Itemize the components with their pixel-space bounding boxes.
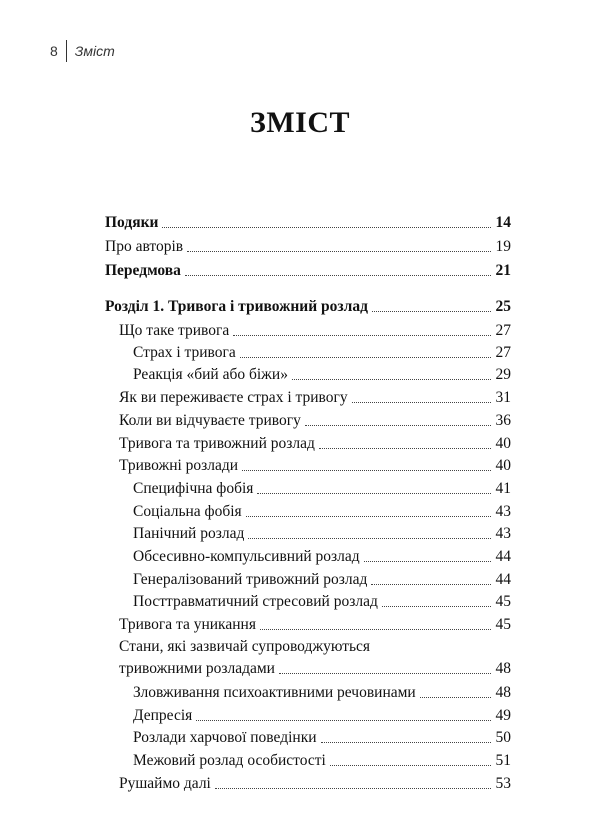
toc-entry-comorbid-line1[interactable]: Стани, які зазвичай супроводжуються — [119, 638, 371, 655]
toc-entry-page: 19 — [495, 238, 511, 255]
dot-leader — [364, 561, 491, 562]
toc-entry-specific-phobia[interactable] — [133, 476, 511, 498]
dot-leader — [248, 538, 491, 539]
toc-entry-page: 21 — [495, 262, 511, 279]
toc-entry-anxiety-disorders[interactable] — [119, 453, 511, 475]
toc-entry-fight-or-flight[interactable] — [133, 362, 511, 384]
toc-entry-ptsd[interactable] — [133, 589, 511, 611]
toc-entry-page: 49 — [495, 707, 511, 724]
toc-entry-page: 51 — [495, 752, 511, 769]
toc-entry-label: Соціальна фобія — [133, 503, 242, 520]
toc-entry-page: 14 — [495, 214, 511, 231]
toc-entry-ocd[interactable] — [133, 544, 511, 566]
dot-leader — [382, 606, 491, 607]
dot-leader — [319, 448, 491, 449]
toc-entry-anxiety-and-avoidance[interactable] — [119, 612, 511, 634]
toc-entry-label: Передмова — [105, 262, 181, 279]
toc-entry-panic-disorder[interactable] — [133, 521, 511, 543]
toc-entry-page: 40 — [495, 457, 511, 474]
toc-entry-page: 48 — [495, 660, 511, 677]
running-section-title: Зміст — [74, 43, 115, 59]
dot-leader — [260, 629, 491, 630]
toc-entry-label: Панічний розлад — [133, 525, 245, 542]
toc-entry-borderline-disorder[interactable] — [133, 748, 511, 770]
toc-entry-page: 53 — [495, 775, 511, 792]
toc-entry-label: Обсесивно-компульсивний розлад — [133, 548, 360, 565]
toc-entry-label: Межовий розлад особистості — [133, 752, 326, 769]
toc-entry-page: 44 — [495, 571, 511, 588]
toc-entry-gad[interactable] — [133, 567, 511, 589]
toc-entry-when-you-feel-anxiety[interactable] — [119, 408, 511, 430]
toc-entry-page: 27 — [495, 344, 511, 361]
toc-entry-anxiety-and-disorder[interactable] — [119, 431, 511, 453]
dot-leader — [330, 765, 491, 766]
toc-entry-label: Тривога та тривожний розлад — [119, 435, 315, 452]
toc-entry-label: Тривожні розлади — [119, 457, 239, 474]
toc-entry-fear-and-anxiety[interactable] — [133, 340, 511, 362]
toc-entry-preface[interactable] — [105, 258, 511, 280]
toc-entry-label: Зловживання психоактивними речовинами — [133, 684, 416, 701]
dot-leader — [279, 673, 491, 674]
toc-entry-label: Депресія — [133, 707, 193, 724]
dot-leader — [246, 516, 491, 517]
dot-leader — [233, 335, 491, 336]
toc-entry-label: Що таке тривога — [119, 322, 230, 339]
toc-entry-substance-abuse[interactable] — [133, 680, 511, 702]
dot-leader — [352, 402, 491, 403]
toc-entry-label: Специфічна фобія — [133, 480, 254, 497]
toc-entry-label: Про авторів — [105, 238, 184, 255]
toc-entry-page: 29 — [495, 366, 511, 383]
toc-entry-moving-on[interactable] — [119, 771, 511, 793]
toc-entry-label: Генералізований тривожний розлад — [133, 571, 368, 588]
page-title: ЗМІСТ — [250, 106, 350, 139]
toc-entry-social-phobia[interactable] — [133, 499, 511, 521]
dot-leader — [187, 251, 491, 252]
toc-entry-page: 40 — [495, 435, 511, 452]
toc-entry-what-is-anxiety[interactable] — [119, 318, 511, 340]
toc-entry-label: Розлади харчової поведінки — [133, 729, 317, 746]
toc-entry-label: Посттравматичний стресовий розлад — [133, 593, 378, 610]
toc-entry-page: 48 — [495, 684, 511, 701]
toc-entry-page: 45 — [495, 616, 511, 633]
dot-leader — [185, 275, 491, 276]
toc-entry-acknowledgements[interactable] — [105, 210, 511, 232]
dot-leader — [242, 470, 491, 471]
toc-entry-page: 27 — [495, 322, 511, 339]
dot-leader — [292, 379, 491, 380]
dot-leader — [215, 788, 491, 789]
toc-entry-depression[interactable] — [133, 703, 511, 725]
toc-entry-chapter-1[interactable] — [105, 294, 511, 316]
toc-entry-page: 44 — [495, 548, 511, 565]
toc-entry-page: 43 — [495, 503, 511, 520]
dot-leader — [305, 425, 491, 426]
toc-entry-page: 50 — [495, 729, 511, 746]
page-number: 8 — [50, 40, 67, 62]
toc-entry-label: Коли ви відчуваєте тривогу — [119, 412, 301, 429]
dot-leader — [371, 584, 491, 585]
dot-leader — [420, 697, 491, 698]
toc-entry-label: Рушаймо далі — [119, 775, 211, 792]
toc-entry-about-authors[interactable] — [105, 234, 511, 256]
toc-entry-label: Подяки — [105, 214, 159, 231]
toc-entry-page: 45 — [495, 593, 511, 610]
dot-leader — [196, 720, 491, 721]
dot-leader — [240, 357, 491, 358]
toc-entry-label: Тривога та уникання — [119, 616, 256, 633]
toc-entry-comorbid-conditions[interactable] — [119, 656, 511, 678]
dot-leader — [372, 311, 491, 312]
dot-leader — [162, 227, 491, 228]
toc-entry-experiencing-fear[interactable] — [119, 385, 511, 407]
toc-entry-label: Реакція «бий або біжи» — [133, 366, 288, 383]
toc-entry-page: 41 — [495, 480, 511, 497]
toc-entry-label: Розділ 1. Тривога і тривожний розлад — [105, 298, 368, 315]
toc-entry-page: 31 — [495, 389, 511, 406]
toc-entry-label: тривожними розладами — [119, 660, 275, 677]
toc-entry-eating-disorders[interactable] — [133, 725, 511, 747]
toc-entry-label: Як ви переживаєте страх і тривогу — [119, 389, 348, 406]
dot-leader — [321, 742, 491, 743]
toc-entry-page: 36 — [495, 412, 511, 429]
dot-leader — [257, 493, 491, 494]
running-header — [50, 40, 115, 62]
toc-entry-page: 25 — [495, 298, 511, 315]
toc-entry-page: 43 — [495, 525, 511, 542]
toc-entry-label: Страх і тривога — [133, 344, 236, 361]
